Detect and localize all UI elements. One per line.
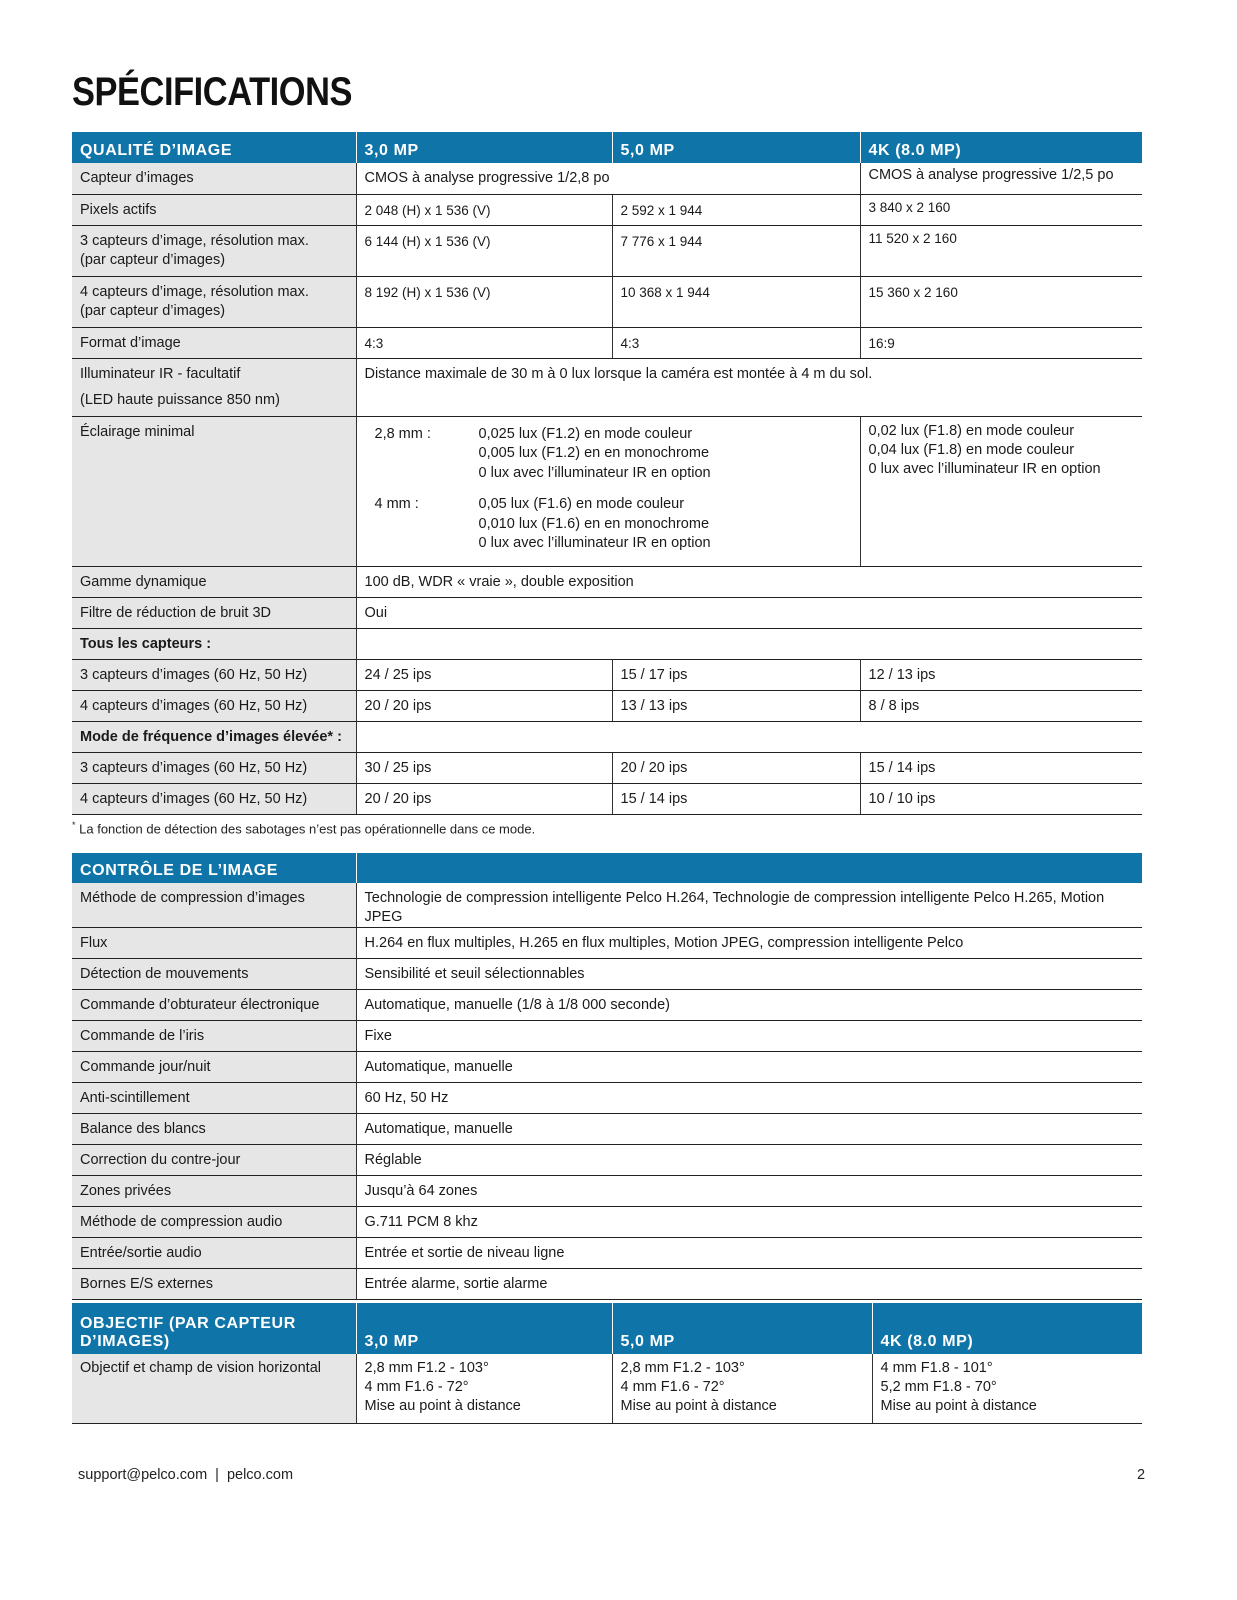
cell-value: Fixe: [364, 1028, 392, 1044]
image-quality-header-row: [72, 132, 1142, 163]
lux-line: 0 lux avec l’illuminateur IR en option: [478, 464, 711, 481]
table-row: [72, 752, 1142, 783]
cell-value: 100 dB, WDR « vraie », double exposition: [364, 573, 634, 590]
lux-line: 0,02 lux (F1.8) en mode couleur: [868, 422, 1075, 439]
cell-value: 8 / 8 ips: [868, 697, 920, 714]
cell-value: 15 / 14 ips: [620, 790, 688, 807]
table-row: [72, 783, 1142, 814]
row-label: Filtre de réduction de bruit 3D: [80, 604, 272, 621]
row-label: Méthode de compression d’images: [80, 890, 305, 906]
cell-value: 15 / 17 ips: [620, 666, 688, 683]
lens-header-row: [72, 1303, 1142, 1354]
cell-value: Automatique, manuelle: [364, 1059, 513, 1075]
footer-separator: |: [215, 1467, 219, 1483]
row-label: 4 capteurs d’images (60 Hz, 50 Hz): [80, 790, 308, 807]
cell-value: 60 Hz, 50 Hz: [364, 1090, 449, 1106]
row-label: 4 capteurs d’images (60 Hz, 50 Hz): [80, 697, 308, 714]
row-label: Commande de l’iris: [80, 1028, 205, 1044]
row-label: Format d’image: [80, 334, 181, 351]
cell-value: 24 / 25 ips: [364, 666, 432, 683]
lens-line: 5,2 mm F1.8 - 70°: [880, 1379, 997, 1395]
cell-value: Technologie de compression intelligente Pelco H.264, Technologie de compression intelligente Pelco H.265, Motion JPEG: [364, 890, 1105, 925]
row-label: Gamme dynamique: [80, 573, 207, 590]
table-row: [72, 1354, 1142, 1423]
cell-value: Entrée alarme, sortie alarme: [364, 1276, 548, 1292]
cell-value: 8 192 (H) x 1 536 (V): [364, 284, 491, 300]
lux-line: 0,05 lux (F1.6) en mode couleur: [478, 496, 685, 512]
cell-value: CMOS à analyse progressive 1/2,8 po: [364, 170, 610, 186]
row-label: Méthode de compression audio: [80, 1214, 283, 1230]
lens-line: 2,8 mm F1.2 - 103°: [364, 1360, 489, 1376]
cell-value: 3 840 x 2 160: [868, 199, 951, 215]
footnote-mark: *: [72, 820, 76, 830]
cell-value: Automatique, manuelle (1/8 à 1/8 000 seconde): [364, 997, 671, 1013]
website-link[interactable]: pelco.com: [226, 1467, 294, 1483]
row-label: 3 capteurs d’images (60 Hz, 50 Hz): [80, 759, 308, 776]
lens-line: Mise au point à distance: [620, 1398, 777, 1414]
row-label: Entrée/sortie audio: [80, 1245, 202, 1261]
cell-value: Sensibilité et seuil sélectionnables: [364, 966, 585, 982]
row-label: Correction du contre-jour: [80, 1152, 241, 1168]
page-number: 2: [1137, 1467, 1146, 1483]
table-row: [72, 1083, 1142, 1114]
table-row: [72, 1114, 1142, 1145]
lux-line: 0,005 lux (F1.2) en en monochrome: [478, 445, 710, 461]
section-label: Tous les capteurs :: [80, 635, 212, 652]
table-row: [72, 990, 1142, 1021]
lens-line: 4 mm F1.6 - 72°: [620, 1379, 725, 1395]
table-row: [72, 1052, 1142, 1083]
cell-value: 2 592 x 1 944: [620, 202, 703, 218]
image-quality-table: [72, 132, 1142, 815]
lens-table: [72, 1303, 1142, 1424]
row-label: 4 capteurs d’image, résolution max.: [80, 283, 309, 300]
lens-label: 2,8 mm :: [374, 425, 431, 442]
table-row: [72, 358, 1142, 416]
lux-line: 0,025 lux (F1.2) en mode couleur: [478, 425, 693, 442]
lens-header-line2: D’IMAGES): [80, 1333, 170, 1350]
cell-value: 12 / 13 ips: [868, 666, 936, 683]
image-control-header: CONTRÔLE DE L’IMAGE: [72, 853, 356, 883]
row-label: Bornes E/S externes: [80, 1276, 213, 1292]
lens-label: 4 mm :: [374, 496, 419, 512]
cell-value: Jusqu’à 64 zones: [364, 1183, 478, 1199]
page-title: SPÉCIFICATIONS: [72, 70, 353, 114]
cell-value: Oui: [364, 604, 388, 621]
table-row: [72, 163, 1142, 194]
row-label: Flux: [80, 935, 108, 951]
table-row: [72, 628, 1142, 659]
row-label: Anti-scintillement: [80, 1090, 190, 1106]
cell-value: G.711 PCM 8 khz: [364, 1214, 478, 1230]
footnote: [72, 820, 535, 836]
lux-block-2-8mm: [365, 417, 852, 484]
row-label-note: (LED haute puissance 850 nm): [80, 391, 280, 408]
cell-value: 15 / 14 ips: [868, 759, 936, 776]
table-row: [72, 1269, 1142, 1300]
row-label-note: (par capteur d’images): [80, 251, 226, 268]
table-row: [72, 883, 1142, 928]
cell-value: 7 776 x 1 944: [620, 233, 703, 249]
col-header-3mp: 3,0 MP: [356, 1303, 612, 1354]
row-label: Objectif et champ de vision horizontal: [80, 1360, 321, 1376]
lens-line: 4 mm F1.8 - 101°: [880, 1360, 993, 1376]
cell-value: Automatique, manuelle: [364, 1121, 513, 1137]
cell-value: 20 / 20 ips: [620, 759, 688, 776]
cell-value: 20 / 20 ips: [364, 697, 432, 714]
image-quality-header: QUALITÉ D’IMAGE: [72, 132, 356, 163]
table-row: [72, 194, 1142, 225]
table-row: [72, 1021, 1142, 1052]
col-header-5mp: 5,0 MP: [612, 132, 860, 163]
row-label: Balance des blancs: [80, 1121, 206, 1137]
table-row: [72, 327, 1142, 358]
lens-line: Mise au point à distance: [880, 1398, 1037, 1414]
footer-contact: [78, 1467, 293, 1483]
row-label: 3 capteurs d’images (60 Hz, 50 Hz): [80, 666, 308, 683]
lens-line: Mise au point à distance: [364, 1398, 521, 1414]
table-row: [72, 928, 1142, 959]
table-row: [72, 690, 1142, 721]
cell-value: H.264 en flux multiples, H.265 en flux multiples, Motion JPEG, compression intelligente Pelco: [364, 935, 964, 951]
col-header-4k: 4K (8.0 MP): [872, 1303, 1142, 1354]
cell-value: 6 144 (H) x 1 536 (V): [364, 233, 491, 249]
row-label: Commande d’obturateur électronique: [80, 997, 320, 1013]
row-label: Illuminateur IR - facultatif: [80, 365, 241, 382]
image-control-header-row: [72, 853, 1142, 883]
cell-value: 4:3: [364, 335, 384, 351]
cell-value: CMOS à analyse progressive 1/2,5 po: [868, 167, 1114, 183]
lens-header: OBJECTIF (PAR CAPTEUR: [80, 1315, 296, 1332]
table-row: [72, 659, 1142, 690]
table-row: [72, 1176, 1142, 1207]
row-label: Détection de mouvements: [80, 966, 249, 982]
lux-line: 0 lux avec l’illuminateur IR en option: [478, 535, 711, 551]
section-label: Mode de fréquence d’images élevée* :: [80, 728, 342, 745]
cell-value: 10 368 x 1 944: [620, 284, 710, 300]
support-email-link[interactable]: support@pelco.com: [78, 1467, 208, 1483]
cell-value: 30 / 25 ips: [364, 759, 432, 776]
row-label: Éclairage minimal: [80, 423, 195, 440]
image-control-table: [72, 853, 1142, 1300]
lens-line: 4 mm F1.6 - 72°: [364, 1379, 469, 1395]
cell-value: 4:3: [620, 335, 640, 351]
row-label: Commande jour/nuit: [80, 1059, 211, 1075]
cell-value: 2 048 (H) x 1 536 (V): [364, 202, 491, 218]
table-row: [72, 276, 1142, 327]
col-header-5mp: 5,0 MP: [612, 1303, 872, 1354]
cell-value: 20 / 20 ips: [364, 790, 432, 807]
cell-value: Entrée et sortie de niveau ligne: [364, 1245, 565, 1261]
row-label-note: (par capteur d’images): [80, 302, 226, 319]
table-row: [72, 721, 1142, 752]
row-label: Capteur d’images: [80, 170, 194, 186]
table-row: [72, 566, 1142, 597]
lux-line: 0,04 lux (F1.8) en mode couleur: [868, 441, 1075, 458]
cell-value: 15 360 x 2 160: [868, 284, 958, 300]
lux-block-4mm: [365, 483, 852, 554]
lux-line: 0,010 lux (F1.6) en en monochrome: [478, 515, 710, 532]
cell-value: 13 / 13 ips: [620, 697, 688, 714]
col-header-3mp: 3,0 MP: [356, 132, 612, 163]
cell-value: Réglable: [364, 1152, 422, 1168]
footnote-text: La fonction de détection des sabotages n’est pas opérationnelle dans ce mode.: [79, 821, 536, 837]
col-header-4k: 4K (8.0 MP): [860, 132, 1142, 163]
row-label: Zones privées: [80, 1183, 172, 1199]
table-row: [72, 959, 1142, 990]
cell-value: 11 520 x 2 160: [868, 230, 957, 246]
table-row: [72, 1238, 1142, 1269]
lux-line: 0 lux avec l’illuminateur IR en option: [868, 460, 1101, 477]
lens-line: 2,8 mm F1.2 - 103°: [620, 1360, 745, 1376]
table-row: [72, 225, 1142, 276]
cell-value: 16:9: [868, 335, 895, 351]
table-row: [72, 1145, 1142, 1176]
cell-value: Distance maximale de 30 m à 0 lux lorsque la caméra est montée à 4 m du sol.: [364, 365, 873, 382]
table-row: [72, 597, 1142, 628]
cell-value: 10 / 10 ips: [868, 790, 936, 807]
row-label: 3 capteurs d’image, résolution max.: [80, 232, 309, 249]
table-row: [72, 1207, 1142, 1238]
row-label: Pixels actifs: [80, 201, 157, 218]
table-row: [72, 416, 1142, 566]
